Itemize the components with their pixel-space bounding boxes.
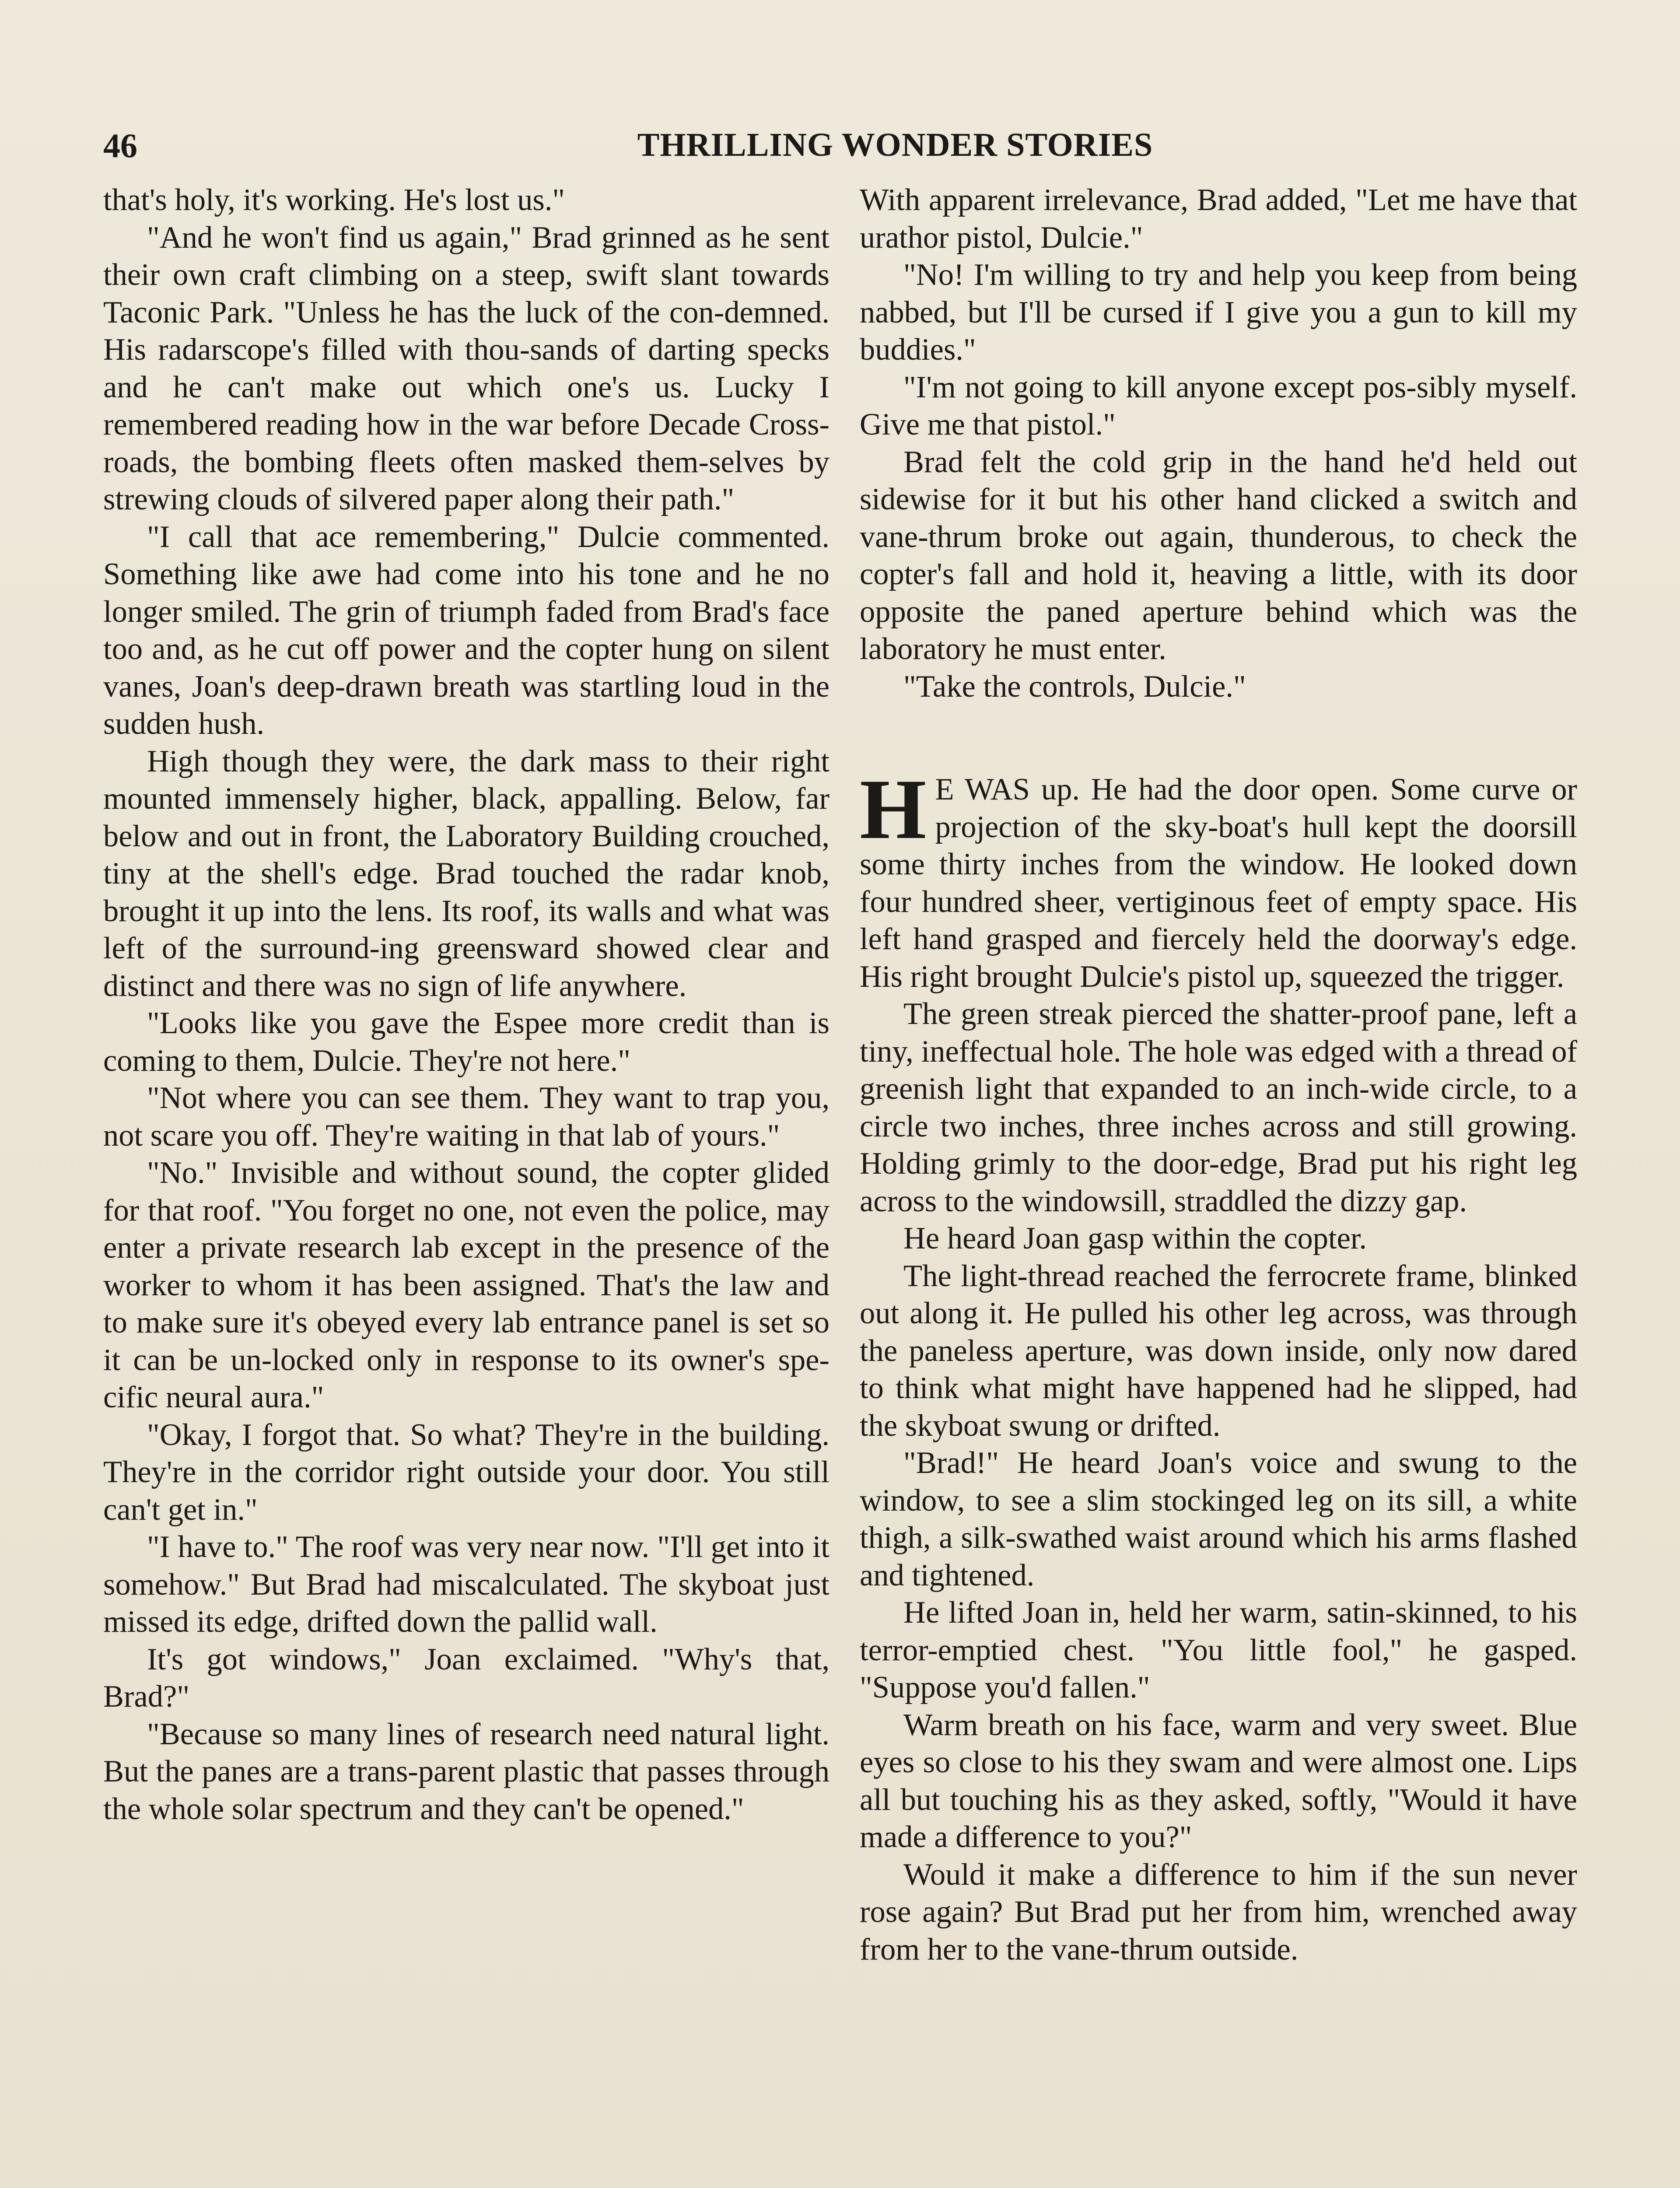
paragraph: High though they were, the dark mass to their right mounted immensely higher, black, appalling. Below, far below and out in front, the Laboratory Building crouched, tiny at the shell's edge. Brad touched the radar knob, brought it up into the lens. Its roof, its walls and what was left of the surround-ing greensward showed clear and distinct and there was no sign of life anywhere. [103,744,830,1003]
paragraph: Brad felt the cold grip in the hand he'd held out sidewise for it but his other hand clicked a switch and vane-thrum broke out again, thunderous, to check the copter's fall and hold it, heaving a little, with its door opposite the paned aperture behind which was the laboratory he must enter. [860,445,1577,666]
section-break [860,705,1577,771]
paragraph: "Brad!" He heard Joan's voice and swung to the window, to see a slim stockinged leg on its sill, a white thigh, a silk-swathed waist around which his arms flashed and tightened. [860,1446,1577,1592]
paragraph: Warm breath on his face, warm and very sweet. Blue eyes so close to his they swam and were almost one. Lips all but touching his as they asked, softly, "Would it have made a difference to you?" [860,1708,1577,1854]
paragraph: "Not where you can see them. They want to trap you, not scare you off. They're waiting in that lab of yours." [103,1081,830,1153]
left-column [103,182,830,1828]
paragraph: "And he won't find us again," Brad grinned as he sent their own craft climbing on a steep, swift slant towards Taconic Park. "Unless he has the luck of the con-demned. His radarscope's filled with thou-sands of darting specks and he can't make out which one's us. Lucky I remembered reading how in the war before Decade Cross-roads, the bombing fleets often masked them-selves by strewing clouds of silvered paper along their path." [103,220,830,516]
paragraph: "No." Invisible and without sound, the copter glided for that roof. "You forget no one, not even the police, may enter a private research lab except in the presence of the worker to whom it has been assigned. That's the law and to make sure it's obeyed every lab entrance panel is set so it can be un-locked only in response to its owner's spe-cific neural aura." [103,1156,830,1414]
running-title: THRILLING WONDER STORIES [637,126,1153,163]
paragraph: It's got windows," Joan exclaimed. "Why's that, Brad?" [103,1642,830,1714]
paragraph: that's holy, it's working. He's lost us." [103,183,565,217]
right-column [860,182,1577,1968]
paragraph: "I have to." The roof was very near now. "I'll get into it somehow." But Brad had miscalculated. The skyboat just missed its edge, drifted down the pallid wall. [103,1530,830,1639]
paragraph: "I call that ace remembering," Dulcie commented. Something like awe had come into his tone and he no longer smiled. The grin of triumph faded from Brad's face too and, as he cut off power and the copter hung on silent vanes, Joan's deep-drawn breath was startling loud in the sudden hush. [103,519,830,741]
drop-cap: H [860,762,927,857]
paragraph: "Because so many lines of research need natural light. But the panes are a trans-parent plastic that passes through the whole solar spectrum and they can't be opened." [103,1717,830,1826]
paragraph: "Take the controls, Dulcie." [903,669,1246,704]
paragraph: The green streak pierced the shatter-proof pane, left a tiny, ineffectual hole. The hole was edged with a thread of greenish light that expanded to an inch-wide circle, to a circle two inches, three inches across and still growing. Holding grimly to the door-edge, Brad put his right leg across to the windowsill, straddled the dizzy gap. [860,997,1577,1218]
paragraph: "I'm not going to kill anyone except pos-sibly myself. Give me that pistol." [860,370,1577,442]
paragraph: Would it make a difference to him if the sun never rose again? But Brad put her from him, wrenched away from her to the vane-thrum outside. [860,1857,1577,1967]
paragraph: The light-thread reached the ferrocrete frame, blinked out along it. He pulled his other leg across, was through the paneless aperture, was down inside, only now dared to think what might have happened had he slipped, had the skyboat swung or drifted. [860,1259,1577,1443]
dropcap-paragraph [860,762,1577,996]
page-header [103,126,1680,179]
paragraph: With apparent irrelevance, Brad added, "Let me have that urathor pistol, Dulcie." [860,183,1577,255]
paragraph: He heard Joan gasp within the copter. [903,1221,1367,1255]
paragraph: "No! I'm willing to try and help you keep from being nabbed, but I'll be cursed if I give you a gun to kill my buddies." [860,258,1577,367]
page-number: 46 [103,126,137,165]
paragraph: He lifted Joan in, held her warm, satin-skinned, to his terror-emptied chest. "You little fool," he gasped. "Suppose you'd fallen." [860,1595,1577,1704]
paragraph: "Looks like you gave the Espee more credit than is coming to them, Dulcie. They're not here." [103,1006,830,1078]
paragraph: "Okay, I forgot that. So what? They're in the building. They're in the corridor right outside your door. You still can't get in." [103,1417,830,1527]
dropcap-paragraph-text: E WAS up. He had the door open. Some curve or projection of the sky-boat's hull kept the doorsill some thirty inches from the window. He looked down four hundred sheer, vertiginous feet of empty space. His left hand grasped and fiercely held the doorway's edge. His right brought Dulcie's pistol up, squeezed the trigger. [860,772,1577,994]
